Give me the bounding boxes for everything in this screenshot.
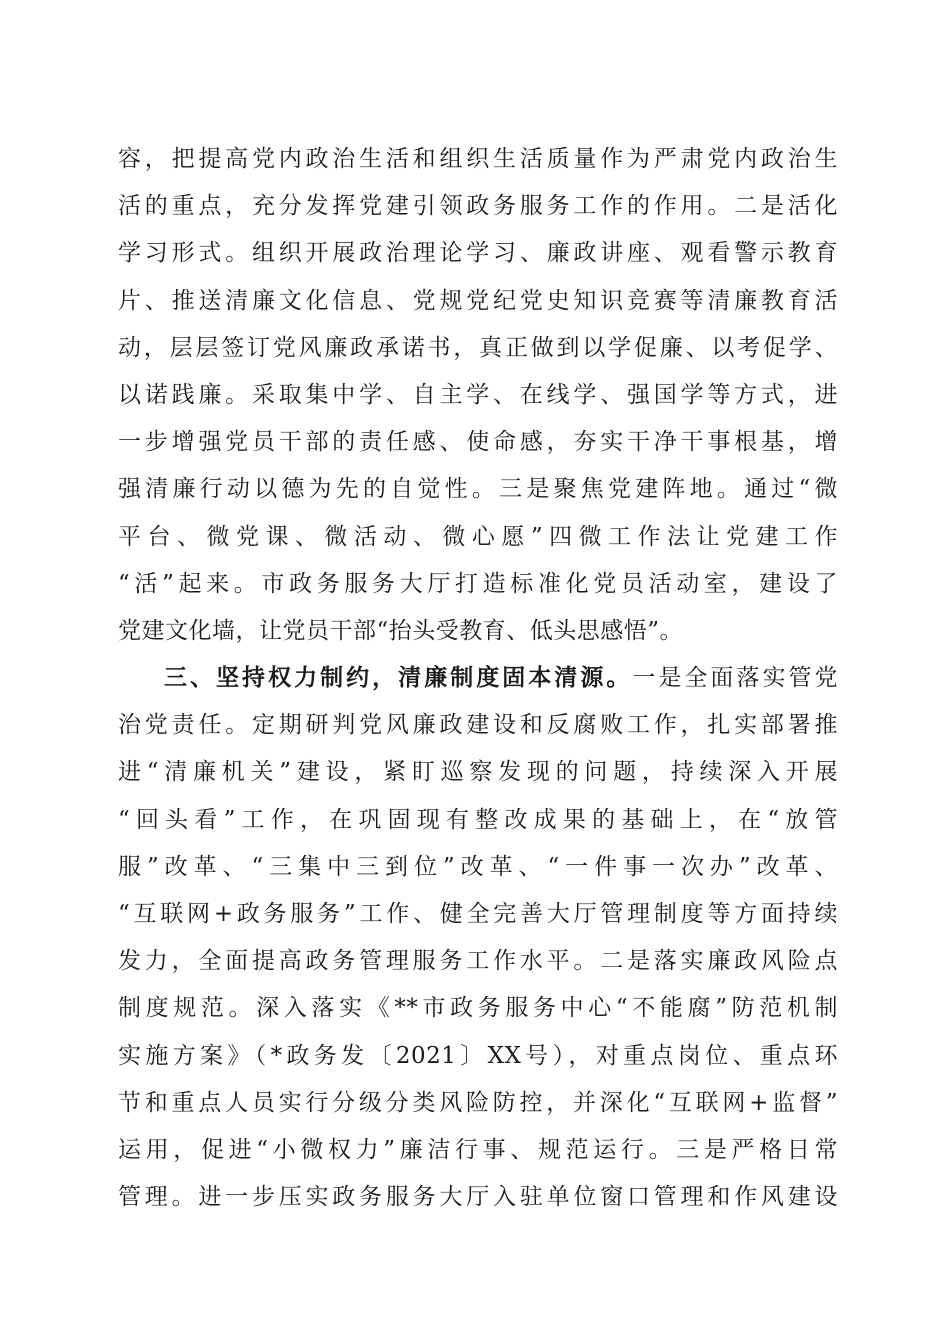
text-line: 动，层层签订党风廉政承诺书，真正做到以学促廉、以考促学、 <box>118 334 838 361</box>
document-body <box>118 136 838 1221</box>
text-line: “回头看”工作，在巩固现有整改成果的基础上，在“放管 <box>118 806 838 833</box>
text-line: 服”改革、“三集中三到位”改革、“一件事一次办”改革、 <box>118 853 838 880</box>
text-line: 活的重点，充分发挥党建引领政务服务工作的作用。二是活化 <box>118 193 838 220</box>
text-line: 实施方案》（*政务发〔2021〕XX号），对重点岗位、重点环 <box>118 1042 838 1069</box>
section-3-first-line-text: 一是全面落实管党 <box>632 665 839 692</box>
text-line: 制度规范。深入落实《**市政务服务中心“不能腐”防范机制 <box>118 995 838 1022</box>
section-3-heading: 三、坚持权力制约，清廉制度固本清源。 <box>164 665 633 692</box>
text-line: 党建文化墙，让党员干部“抬头受教育、低头思感悟”。 <box>118 617 684 644</box>
text-line: 容，把提高党内政治生活和组织生活质量作为严肃党内政治生 <box>118 146 838 172</box>
text-line: 片、推送清廉文化信息、党规党纪党史知识竞赛等清廉教育活 <box>118 287 838 314</box>
text-line: 运用，促进“小微权力”廉洁行事、规范运行。三是严格日常 <box>118 1136 838 1163</box>
text-line: 管理。进一步压实政务服务大厅入驻单位窗口管理和作风建设 <box>118 1184 838 1211</box>
text-line: 发力，全面提高政务管理服务工作水平。二是落实廉政风险点 <box>118 948 838 975</box>
text-line: 治党责任。定期研判党风廉政建设和反腐败工作，扎实部署推 <box>118 712 838 739</box>
text-line: “互联网+政务服务”工作、健全完善大厅管理制度等方面持续 <box>118 901 838 927</box>
text-line: 进“清廉机关”建设，紧盯巡察发现的问题，持续深入开展 <box>118 759 838 786</box>
text-line: 平台、微党课、微活动、微心愿”四微工作法让党建工作 <box>118 523 838 550</box>
text-line: 一步增强党员干部的责任感、使命感，夯实干净干事根基，增 <box>118 429 838 456</box>
text-line: 学习形式。组织开展政治理论学习、廉政讲座、观看警示教育 <box>118 240 838 267</box>
text-line: 以诺践廉。采取集中学、自主学、在线学、强国学等方式，进 <box>118 381 838 408</box>
section-3-first-line <box>118 655 838 702</box>
text-line: 强清廉行动以德为先的自觉性。三是聚焦党建阵地。通过“微 <box>118 476 838 503</box>
text-line: 节和重点人员实行分级分类风险防控，并深化“互联网+监督” <box>118 1089 838 1116</box>
text-line: “活”起来。市政务服务大厅打造标准化党员活动室，建设了 <box>118 570 838 597</box>
